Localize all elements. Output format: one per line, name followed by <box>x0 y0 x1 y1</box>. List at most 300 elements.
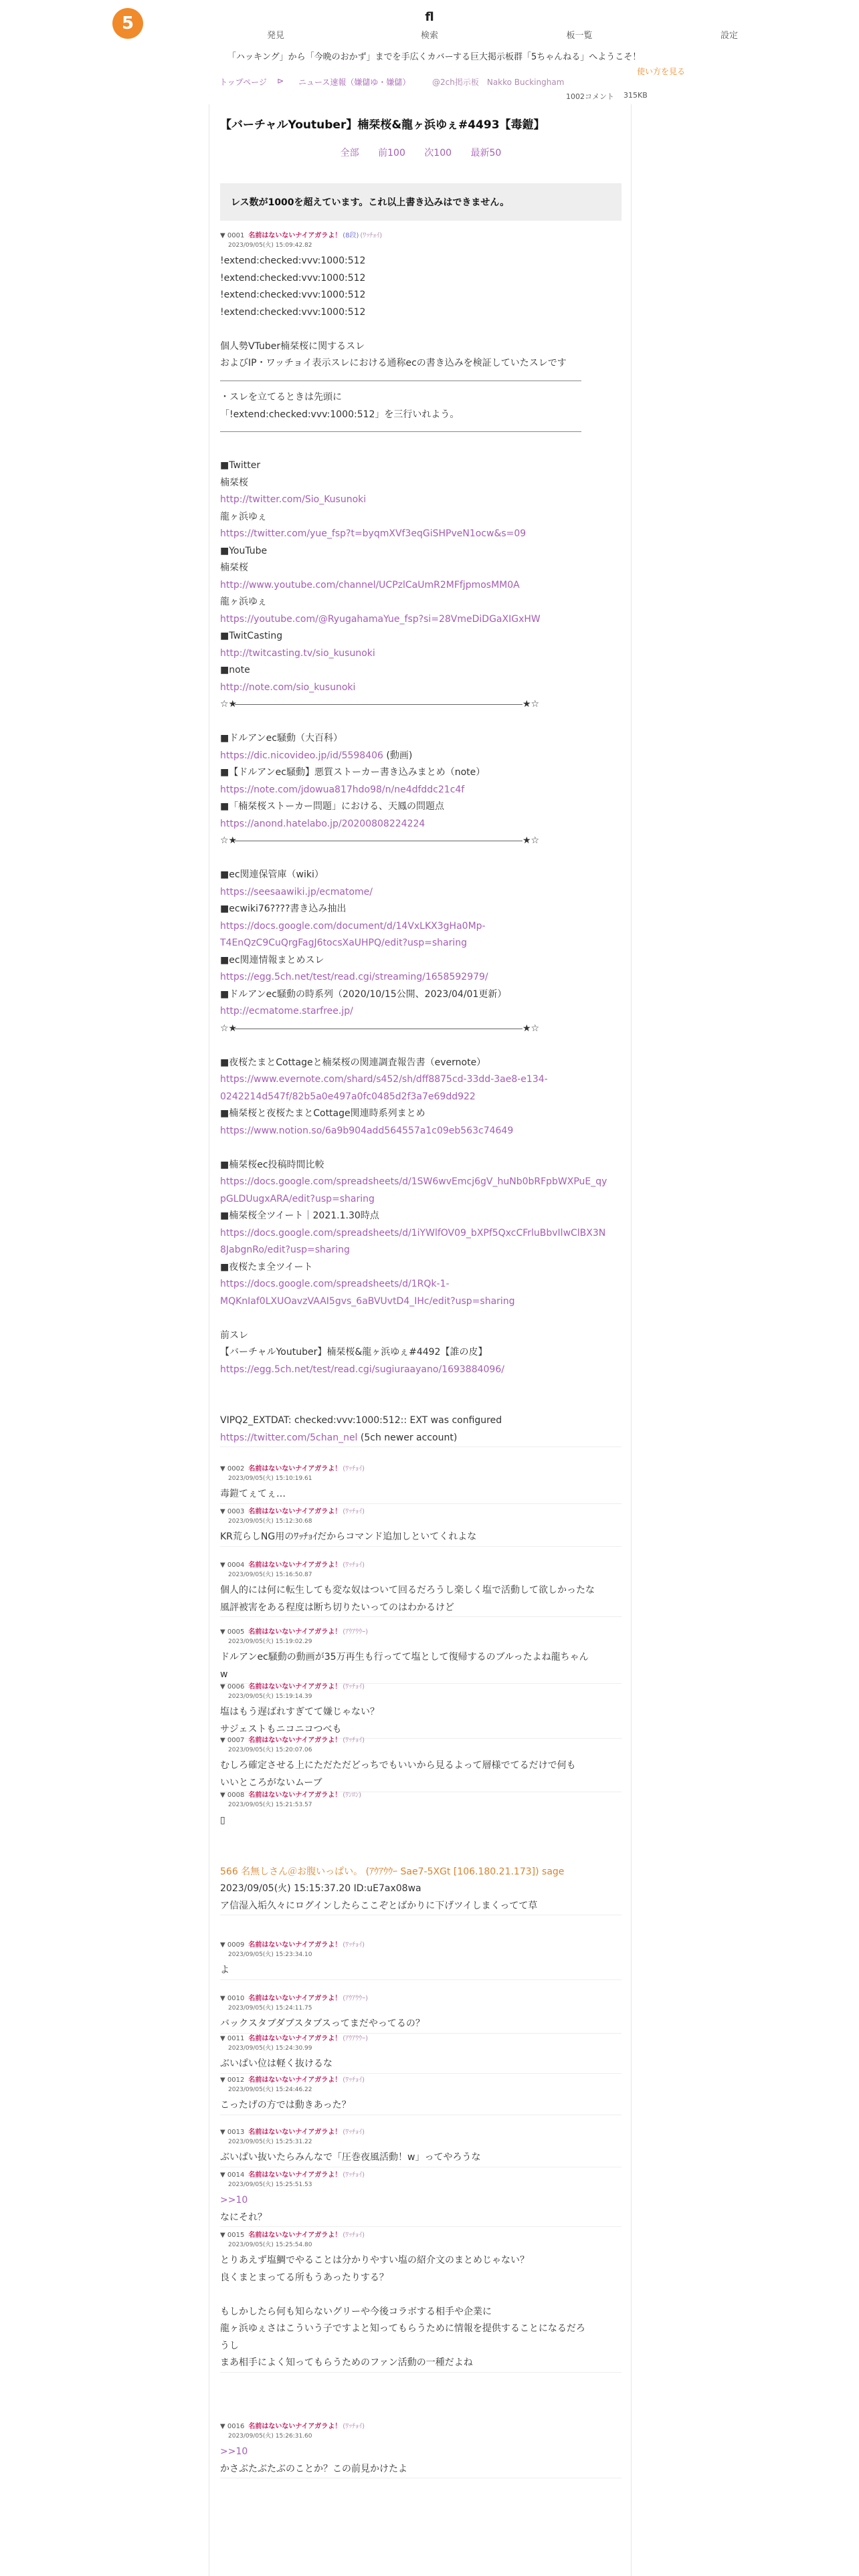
post-author: 名前はないないナイアガラよ！ <box>248 1995 342 2002</box>
comment-count: 1002コメント <box>566 92 614 101</box>
post-text: ■【ドルアンec騒動】悪質ストーカー書き込みまとめ（note） <box>220 767 486 778</box>
post-text-line <box>220 407 622 424</box>
post-text-line <box>220 1310 622 1327</box>
post-watchoi: (ﾜｯﾁｮｲ) <box>343 2423 365 2430</box>
post-text-line <box>220 270 622 288</box>
post-text: 塩はもう遅ばれすぎてて嫌じゃない？ <box>220 1707 379 1717</box>
post-text-line <box>220 1881 622 1898</box>
post-text: 個人的には何に転生しても変な奴はついて回るだろうし楽しく塩で活動して欲しかったな <box>220 1585 595 1596</box>
post-text-line <box>220 2304 622 2321</box>
post-text-line <box>220 441 622 458</box>
post-watchoi: (ﾜｯﾁｮｲ) <box>343 1508 365 1515</box>
post-text-line <box>220 730 622 748</box>
post-text-line <box>220 1649 622 1667</box>
post-link[interactable]: https://seesaawiki.jp/ecmatome/ <box>220 886 373 897</box>
post-author: 名前はないないナイアガラよ！ <box>248 2035 342 2042</box>
post-link-line <box>220 1430 622 1447</box>
post-body <box>220 1582 622 1616</box>
thread-pager <box>209 146 632 159</box>
post-text-line <box>220 1864 622 1881</box>
post-link[interactable]: https://twitter.com/yue_fsp?t=byqmXVf3eqGiSHPveN1ocw&s=09 <box>220 528 527 539</box>
post-text: 2023/09/05(火) 15:15:37.20 ID:uE7ax08wa <box>220 1883 421 1894</box>
post-text-line <box>220 2097 622 2115</box>
post-link-line <box>220 577 622 595</box>
post-link[interactable]: >>10 <box>220 2446 248 2457</box>
post-author: 名前はないないナイアガラよ！ <box>248 2171 342 2179</box>
post-text: こったげの方では動きあった？ <box>220 2100 351 2111</box>
post-text: もしかしたら何も知らないグリーや今後コラボする相手や企業に <box>220 2306 492 2317</box>
pager-all[interactable]: 全部 <box>340 148 359 158</box>
post-text-line <box>220 1830 622 1847</box>
post-text-line <box>220 560 622 577</box>
post-text: !extend:checked:vvv:1000:512 <box>220 255 366 266</box>
post-text-line <box>220 1600 622 1617</box>
post-number[interactable]: ▼ 0008 <box>220 1792 245 1799</box>
post-text: まあ相手によく知ってもらうためのファン活動の一種だよね <box>220 2357 473 2368</box>
post-body <box>220 1962 622 1979</box>
pager-latest50[interactable]: 最新50 <box>470 148 502 158</box>
star-divider <box>220 696 622 714</box>
post-link[interactable]: https://docs.google.com/spreadsheets/d/1RQk-1- <box>220 1279 450 1289</box>
post-link[interactable]: http://twitcasting.tv/sio_kusunoki <box>220 647 375 659</box>
post-text-line <box>220 1105 622 1123</box>
post-text: ■夜桜たま全ツイート <box>220 1261 313 1273</box>
post-text: ■note <box>220 665 250 675</box>
post-author: 名前はないないナイアガラよ！ <box>248 1465 342 1473</box>
post-header <box>220 1791 622 1800</box>
post-text-line <box>220 662 622 679</box>
post-text: !extend:checked:vvv:1000:512 <box>220 272 366 284</box>
post-text-line <box>220 355 622 372</box>
post-link[interactable]: https://docs.google.com/spreadsheets/d/1iYWlfOV09_bXPf5QxcCFrluBbvIlwClBX3N <box>220 1227 606 1239</box>
post-text-line <box>220 1140 622 1157</box>
post-text: ■ec関連情報まとめスレ <box>220 954 324 966</box>
post-text: 「!extend:checked:vvv:1000:512」を三行いれよう。 <box>220 409 460 420</box>
post-text-line <box>220 1757 622 1775</box>
post-link[interactable]: https://egg.5ch.net/test/read.cgi/sugiuraayano/1693884096/ <box>220 1364 504 1375</box>
post-text: うし <box>220 2340 239 2351</box>
post-link[interactable]: https://egg.5ch.net/test/read.cgi/streaming/1658592979/ <box>220 972 488 982</box>
post-link-line <box>220 1003 622 1021</box>
post-text: (動画) <box>383 750 413 761</box>
post-body <box>220 1757 622 1792</box>
post-text-line <box>220 986 622 1004</box>
post-text: ■楠栞桜全ツイート｜2021.1.30時点 <box>220 1210 379 1221</box>
post-link[interactable]: 0242214d547f/82b5a0e497a0fc0485d2f3a7e69dd922 <box>220 1091 476 1102</box>
breadcrumb-separator-icon: ⊳ <box>277 76 284 86</box>
post-text-line <box>220 1486 622 1503</box>
post-header <box>220 1941 622 1950</box>
post-text: 個人勢VTuber楠栞桜に関するスレ <box>220 340 365 352</box>
breadcrumb-owner: @2ch掲示板 Nakko Buckingham <box>432 78 565 87</box>
post-text-line <box>220 1037 622 1055</box>
post-timestamp: 2023/09/05(火) 15:24:30.99 <box>228 2045 312 2052</box>
post-text-line <box>220 867 622 884</box>
post-link-line <box>220 1225 622 1243</box>
post-text-line <box>220 1378 622 1396</box>
post-link-line <box>220 884 622 901</box>
post-text: いいところがないムーブ <box>220 1777 322 1788</box>
post-timestamp: 2023/09/05(火) 15:24:11.75 <box>228 2005 312 2012</box>
post-link-line <box>220 918 622 936</box>
post-text: 楠栞桜 <box>220 562 248 573</box>
post-text-line <box>220 2321 622 2338</box>
post-text: ■TwitCasting <box>220 631 283 641</box>
post-text-line <box>220 1259 622 1277</box>
top-navigation <box>0 0 859 48</box>
post-text: w <box>220 1669 228 1680</box>
post-text: ぶいぱい位は軽く抜けるな <box>220 2058 332 2069</box>
post-body <box>220 2016 622 2033</box>
post-header <box>220 1736 622 1745</box>
thread-size: 315KB <box>624 91 648 100</box>
post-watchoi: (ﾜｯﾁｮｲ) <box>343 1562 365 1569</box>
post-header <box>220 2076 622 2085</box>
post-link-line <box>220 1242 622 1259</box>
post-author: 名前はないないナイアガラよ！ <box>248 1737 342 1744</box>
post <box>220 1628 622 1684</box>
post-header <box>220 231 622 241</box>
post-link[interactable]: https://twitter.com/5chan_nel <box>220 1432 358 1443</box>
post-number[interactable]: ▼ 0012 <box>220 2076 245 2084</box>
post-text-line <box>220 1327 622 1345</box>
post-link-line <box>220 816 622 833</box>
post-author: 名前はないないナイアガラよ！ <box>248 2076 342 2084</box>
post-text-line <box>220 850 622 867</box>
post-link-line <box>220 492 622 509</box>
post-text: ・スレを立てるときは先頭に <box>220 392 342 403</box>
post-author: 名前はないないナイアガラよ！ <box>248 1562 342 1569</box>
post-text-line <box>220 509 622 526</box>
post-text-line <box>220 2355 622 2372</box>
post-number[interactable]: ▼ 0013 <box>220 2129 245 2136</box>
post-watchoi: (ｱｳｱｳｳｰ) <box>343 1628 369 1636</box>
star-icon: ★☆ <box>522 699 540 710</box>
post-text-line <box>220 321 622 338</box>
post <box>220 1791 622 1915</box>
post-text: ■ドルアンec騒動の時系列（2020/10/15公開、2023/04/01更新） <box>220 988 507 1000</box>
breadcrumb <box>211 71 720 103</box>
post <box>220 1561 622 1617</box>
nav-settings-label: 設定 <box>720 31 738 41</box>
post <box>220 2034 622 2074</box>
post-link[interactable]: https://note.com/jdowua817hdo98/n/ne4dfddc21c4f <box>220 784 465 795</box>
post <box>220 2231 622 2373</box>
gear-icon <box>689 11 769 24</box>
post-link[interactable]: https://dic.nicovideo.jp/id/5598406 <box>220 750 383 761</box>
boards-icon <box>539 11 619 24</box>
post-text-line <box>220 389 622 407</box>
post-text: ■YouTube <box>220 545 268 556</box>
post-watchoi: (ﾜｯﾁｮｲ) <box>343 2076 365 2084</box>
post-number[interactable]: ▼ 0015 <box>220 2232 245 2239</box>
post-header <box>220 1628 622 1637</box>
post-level: (8段) <box>343 232 359 239</box>
post-text-line <box>220 714 622 731</box>
star-divider <box>220 833 622 850</box>
nav-discover[interactable] <box>235 11 316 41</box>
post <box>220 2076 622 2115</box>
post-header <box>220 1561 622 1570</box>
post-link[interactable]: https://anond.hatelabo.jp/20200808224224 <box>220 818 425 829</box>
post-author: 名前はないないナイアガラよ！ <box>248 1508 342 1515</box>
post-timestamp: 2023/09/05(火) 15:10:19.61 <box>228 1475 312 1482</box>
post-header <box>220 2422 622 2432</box>
post-timestamp: 2023/09/05(火) 15:21:53.57 <box>228 1802 312 1808</box>
post-watchoi: (ﾜｯﾁｮｲ) <box>343 1683 365 1691</box>
post <box>220 1507 622 1547</box>
post <box>220 1941 622 1980</box>
nav-boards-label: 板一覧 <box>566 31 593 41</box>
post-link[interactable]: https://docs.google.com/spreadsheets/d/1SW6wvEmcj6gV_huNb0bRFpbWXPuE_qy <box>220 1176 607 1187</box>
post-link[interactable]: https://docs.google.com/document/d/14VxLKX3gHa0Mp- <box>220 920 486 932</box>
nav-discover-label: 発見 <box>266 31 284 41</box>
post-link-line <box>220 645 622 663</box>
post-watchoi: (ｱｳｱｳｳｰ) <box>343 2035 369 2042</box>
post-watchoi: (ﾜｯﾁｮｲ) <box>343 1941 365 1949</box>
post-text: ■夜桜たまとCottageと楠栞桜の関連調査報告書（evernote） <box>220 1057 486 1068</box>
post-text-line <box>220 1055 622 1072</box>
post-link-line <box>220 526 622 543</box>
post-watchoi: (ｱｳｱｳｳｰ) <box>343 1995 369 2002</box>
post-text-line <box>220 798 622 816</box>
post-text-line <box>220 2016 622 2033</box>
thread-full-warning: レス数が1000を超えています。これ以上書き込みはできません。 <box>220 183 622 221</box>
post-body <box>220 1486 622 1503</box>
post-watchoi: (ﾜｯﾁｮｲ) <box>343 1737 365 1744</box>
post-number[interactable]: ▼ 0014 <box>220 2171 245 2179</box>
post-author: 名前はないないナイアガラよ！ <box>248 1683 342 1691</box>
post-text-line <box>220 2252 622 2270</box>
post-text-line <box>220 338 622 356</box>
post-text: ■「楠栞桜ストーカー問題」における、天鳳の問題点 <box>220 801 444 812</box>
post-number[interactable]: ▼ 0002 <box>220 1465 245 1473</box>
divider <box>220 372 622 390</box>
post-text-line <box>220 1582 622 1600</box>
post-text: ■ecwiki76????書き込み抽出 <box>220 903 347 914</box>
post-author: 名前はないないナイアガラよ！ <box>248 1941 342 1949</box>
post-body <box>220 2056 622 2073</box>
post-link-line <box>220 1071 622 1089</box>
nav-search[interactable] <box>389 11 470 41</box>
post-text-line <box>220 1775 622 1792</box>
post-text: ■ec関連保管庫（wiki） <box>220 869 324 880</box>
post-link[interactable]: https://youtube.com/@RyugahamaYue_fsp?si=28VmeDiDGaXIGxHW <box>220 613 541 625</box>
post-watchoi: (ﾜｯﾁｮｲ) <box>343 2129 365 2136</box>
post-link[interactable]: >>10 <box>220 2195 248 2206</box>
star-divider <box>220 1021 622 1038</box>
post-header <box>220 2128 622 2137</box>
post-link-line <box>220 1362 622 1379</box>
post-body <box>220 1704 622 1738</box>
post-text: サジェストもニコニコつべも <box>220 1723 342 1735</box>
post-link-line <box>220 935 622 952</box>
post-header <box>220 2034 622 2044</box>
post-text-line <box>220 304 622 322</box>
post <box>220 1994 622 2034</box>
post-text-line <box>220 2338 622 2355</box>
post-text: 龍ヶ浜ゆぇ <box>220 511 267 522</box>
post-number[interactable]: ▼ 0005 <box>220 1628 245 1636</box>
post-text: VIPQ2_EXTDAT: checked:vvv:1000:512:: EXT was configured <box>220 1415 502 1426</box>
post-text-line <box>220 1704 622 1721</box>
post-link-line <box>220 1174 622 1191</box>
post-text-line <box>220 594 622 611</box>
post-link[interactable]: T4EnQzC9CuQrgFagJ6tocsXaUHPQ/edit?usp=sharing <box>220 938 467 948</box>
post-number[interactable]: ▼ 0003 <box>220 1508 245 1515</box>
post-timestamp: 2023/09/05(火) 15:24:46.22 <box>228 2086 312 2093</box>
pager-prev100[interactable]: 前100 <box>378 148 405 158</box>
post-link-line <box>220 2444 622 2461</box>
post-text: 楠栞桜 <box>220 477 248 488</box>
post-text-line <box>220 2210 622 2227</box>
post <box>220 1465 622 1504</box>
post-author: 名前はないないナイアガラよ！ <box>248 1792 342 1799</box>
post-body <box>220 253 622 1446</box>
post-link[interactable]: http://www.youtube.com/channel/UCPzlCaUmR2MFfjpmosMM0A <box>220 579 520 591</box>
post <box>220 1736 622 1792</box>
post-link-line <box>220 969 622 986</box>
post <box>220 2128 622 2167</box>
post-timestamp: 2023/09/05(火) 15:19:02.29 <box>228 1638 312 1645</box>
post-link-line <box>220 1191 622 1208</box>
post-link[interactable]: https://www.notion.so/6a9b904add564557a1c09eb563c74649 <box>220 1125 514 1136</box>
site-logo[interactable]: 5 <box>112 8 143 39</box>
star-icon: ☆★ <box>220 699 237 710</box>
post-link[interactable]: http://twitter.com/Sio_Kusunoki <box>220 494 367 505</box>
post-text: KR荒らしNG用のﾜｯﾁｮｲだからコマンド追加しといてくれよな <box>220 1531 477 1542</box>
help-link[interactable]: 使い方を見る <box>637 67 686 76</box>
post-timestamp: 2023/09/05(火) 15:12:30.68 <box>228 1518 312 1525</box>
post-watchoi: (ﾜｯﾁｮｲ) <box>343 2171 365 2179</box>
post-text: なにそれ？ <box>220 2212 267 2223</box>
nav-settings[interactable] <box>689 11 769 41</box>
post-author: 名前はないないナイアガラよ！ <box>248 2129 342 2136</box>
post-text: 龍ヶ浜ゆぇさはこういう子ですよと知ってもらうために情報を提供することになるだろ <box>220 2323 585 2334</box>
post-text: 566 名無しさん＠お腹いっぱい。 (ｱｳｱｳｳｰ Sae7-5XGt [106.180.21.173]) sage <box>220 1866 565 1877</box>
post-text: 前スレ <box>220 1329 248 1341</box>
post-link[interactable]: 8JabgnRo/edit?usp=sharing <box>220 1245 350 1255</box>
discover-icon <box>235 11 316 24</box>
post-text: ■Twitter <box>220 460 261 471</box>
post-header <box>220 1683 622 1692</box>
post-number[interactable]: ▼ 0011 <box>220 2035 245 2042</box>
post-text: 良くまとまってる所もうあったりする？ <box>220 2272 389 2283</box>
post-timestamp: 2023/09/05(火) 15:16:50.87 <box>228 1572 312 1578</box>
post-body <box>220 2444 622 2478</box>
post-text-line <box>220 1898 622 1915</box>
post-link-line <box>220 611 622 629</box>
post-text: とりあえず塩鯛でやることは分かりやすい塩の紹介文のまとめじゃない？ <box>220 2255 529 2266</box>
star-icon: ★☆ <box>522 835 540 846</box>
post-link[interactable]: https://www.evernote.com/shard/s452/sh/dff8875cd-33dd-3ae8-e134- <box>220 1074 548 1085</box>
post-text-line <box>220 1846 622 1864</box>
divider <box>235 704 522 705</box>
post-number[interactable]: ▼ 0007 <box>220 1737 245 1744</box>
post-text-line <box>220 901 622 918</box>
post-link-line <box>220 1293 622 1311</box>
nav-search-label: 検索 <box>420 31 438 41</box>
post-number[interactable]: ▼ 0006 <box>220 1683 245 1691</box>
post-text-line <box>220 1667 622 1684</box>
post-text: かさぶたぶたぶのことか？この前見かけたよ <box>220 2463 407 2474</box>
post-text-line <box>220 1962 622 1979</box>
pager-next100[interactable]: 次100 <box>424 148 452 158</box>
post-text-line <box>220 475 622 492</box>
nav-boards[interactable] <box>539 11 619 41</box>
post-text: ■楠栞桜ec投稿時間比較 <box>220 1159 324 1170</box>
post-link-line <box>220 2192 622 2210</box>
post-timestamp: 2023/09/05(火) 15:26:31.60 <box>228 2433 312 2440</box>
post-text: ア信湿入垢久々にログインしたらここぞとばかりに下げツイしまくってて草 <box>220 1900 538 1911</box>
post-author: 名前はないないナイアガラよ！ <box>248 232 342 239</box>
post-text-line <box>220 952 622 970</box>
post-timestamp: 2023/09/05(火) 15:25:31.22 <box>228 2139 312 2145</box>
post-header <box>220 1465 622 1474</box>
post-watchoi: (ﾜｯﾁｮｲ) <box>343 2232 365 2239</box>
post-text-line <box>220 2270 622 2287</box>
post-link-line <box>220 782 622 799</box>
divider <box>220 423 622 441</box>
post-text: !extend:checked:vvv:1000:512 <box>220 306 366 318</box>
post-link-line <box>220 1089 622 1106</box>
post-author: 名前はないないナイアガラよ！ <box>248 2232 342 2239</box>
breadcrumb-board[interactable]: ニュース速報（嫌儲ゆ・嫌儲） <box>298 78 411 87</box>
post-body <box>220 2192 622 2226</box>
thread-container <box>209 104 632 2576</box>
post-text: 風評被害をある程度は断ち切りたいってのはわかるけど <box>220 1602 454 1613</box>
post-link[interactable]: http://ecmatome.starfree.jp/ <box>220 1006 353 1016</box>
post-number[interactable]: ▼ 0009 <box>220 1941 245 1949</box>
post-author: 名前はないないナイアガラよ！ <box>248 2423 342 2430</box>
post-text-line <box>220 1412 622 1430</box>
post-body <box>220 1649 622 1683</box>
post-link[interactable]: MQKnIaf0LXUOavzVAAI5gvs_6aBVUvtD4_IHc/edit?usp=sharing <box>220 1295 515 1307</box>
post-link-line <box>220 679 622 697</box>
post-text: ドルアンec騒動の動画が35万再生も行ってて塩として復帰するのブルったよね龍ちゃん <box>220 1652 589 1662</box>
post <box>220 1683 622 1739</box>
post-number[interactable]: ▼ 0004 <box>220 1562 245 1569</box>
post-text: !extend:checked:vvv:1000:512 <box>220 290 366 300</box>
post-number[interactable]: ▼ 0001 <box>220 232 245 239</box>
post-text: (5ch newer account) <box>357 1432 458 1443</box>
post-text-line <box>220 253 622 270</box>
breadcrumb-top[interactable]: トップページ <box>219 78 267 87</box>
post-text: ぶいぱい抜いたらみんなで「圧巻夜風活動！w」ってやろうな <box>220 2152 481 2163</box>
post-author: 名前はないないナイアガラよ！ <box>248 1628 342 1636</box>
post-body <box>220 2097 622 2115</box>
post-text: 【バーチャルYoutuber】楠栞桜&龍ヶ浜ゆぇ#4492【誰の皮】 <box>220 1347 488 1358</box>
post-number[interactable]: ▼ 0016 <box>220 2423 245 2430</box>
post-text-line <box>220 457 622 475</box>
post-timestamp: 2023/09/05(火) 15:25:54.80 <box>228 2242 312 2248</box>
site-tagline: 「ハッキング」から「今晩のおかず」までを手広くカバーする巨大掲示板群「5ちゃんねる」へようこそ！ <box>227 52 642 62</box>
post-text: よ <box>220 1965 229 1975</box>
post-link-line <box>220 748 622 765</box>
post-text-line <box>220 2056 622 2073</box>
post-number[interactable]: ▼ 0010 <box>220 1995 245 2002</box>
star-icon: ★☆ <box>522 1023 540 1034</box>
post-text-line <box>220 2149 622 2167</box>
post-body <box>220 1812 622 1915</box>
post-link[interactable]: pGLDUugxARA/edit?usp=sharing <box>220 1193 375 1204</box>
post-text-line <box>220 1529 622 1546</box>
post-link-line <box>220 1276 622 1293</box>
post-watchoi: (ﾜﾝﾛﾝ) <box>343 1792 362 1799</box>
post-link[interactable]: http://note.com/sio_kusunoki <box>220 681 356 693</box>
post-header <box>220 1994 622 2004</box>
post-text: ■楠栞桜と夜桜たまとCottage関連時系列まとめ <box>220 1108 425 1119</box>
